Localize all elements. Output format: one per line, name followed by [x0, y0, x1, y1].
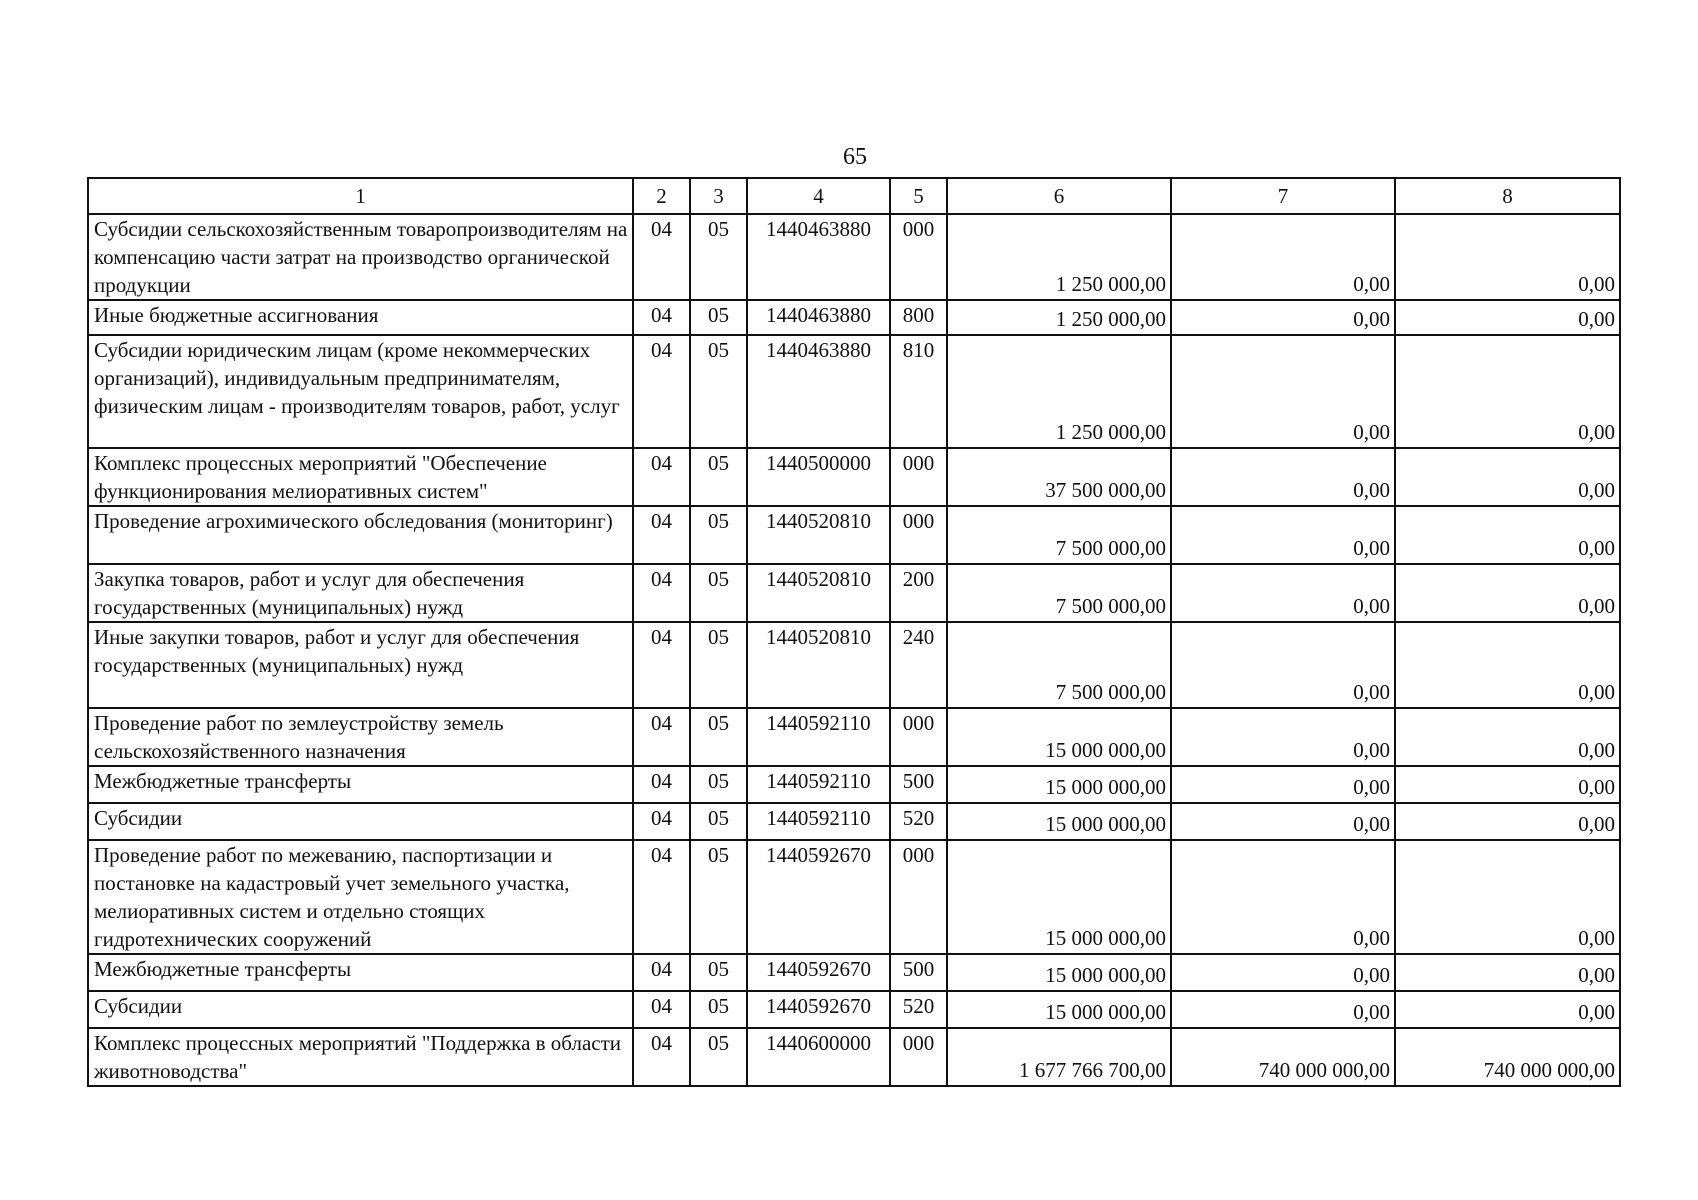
row-name: Иные закупки товаров, работ и услуг для обеспечения государственных (муниципальных) нужд — [88, 622, 633, 708]
target-article-code: 1440520810 — [747, 564, 890, 622]
section-code: 04 — [633, 840, 690, 954]
amount-col-7: 0,00 — [1171, 803, 1395, 840]
expense-type-code: 200 — [890, 564, 947, 622]
expense-type-code: 000 — [890, 840, 947, 954]
table-row — [88, 803, 1620, 840]
subsection-code: 05 — [690, 214, 747, 300]
target-article-code: 1440592110 — [747, 803, 890, 840]
subsection-code: 05 — [690, 300, 747, 335]
table-row — [88, 564, 1620, 622]
amount-col-8: 0,00 — [1395, 840, 1620, 954]
section-code: 04 — [633, 766, 690, 803]
row-name: Субсидии юридическим лицам (кроме некоммерческих организаций), индивидуальным предпринимателям, физическим лицам - производителям товаров, работ, услуг — [88, 335, 633, 448]
amount-col-6: 15 000 000,00 — [947, 840, 1171, 954]
column-number: 4 — [747, 178, 890, 214]
subsection-code: 05 — [690, 448, 747, 506]
amount-col-7: 0,00 — [1171, 766, 1395, 803]
expense-type-code: 520 — [890, 803, 947, 840]
expense-type-code: 500 — [890, 954, 947, 991]
amount-col-7: 0,00 — [1171, 335, 1395, 448]
table-row — [88, 766, 1620, 803]
section-code: 04 — [633, 448, 690, 506]
expense-type-code: 500 — [890, 766, 947, 803]
target-article-code: 1440592110 — [747, 708, 890, 766]
target-article-code: 1440592670 — [747, 840, 890, 954]
column-number: 6 — [947, 178, 1171, 214]
section-code: 04 — [633, 300, 690, 335]
amount-col-7: 0,00 — [1171, 991, 1395, 1028]
column-number: 3 — [690, 178, 747, 214]
column-number-row — [88, 178, 1620, 214]
column-number: 2 — [633, 178, 690, 214]
subsection-code: 05 — [690, 335, 747, 448]
subsection-code: 05 — [690, 1028, 747, 1086]
row-name: Межбюджетные трансферты — [88, 954, 633, 991]
amount-col-7: 0,00 — [1171, 448, 1395, 506]
page-number: 65 — [843, 144, 867, 170]
column-number: 8 — [1395, 178, 1620, 214]
amount-col-7: 0,00 — [1171, 564, 1395, 622]
row-name: Межбюджетные трансферты — [88, 766, 633, 803]
row-name: Субсидии сельскохозяйственным товаропроизводителям на компенсацию части затрат на производство органической продукции — [88, 214, 633, 300]
row-name: Комплекс процессных мероприятий "Обеспечение функционирования мелиоративных систем" — [88, 448, 633, 506]
expense-type-code: 000 — [890, 214, 947, 300]
section-code: 04 — [633, 1028, 690, 1086]
amount-col-7: 0,00 — [1171, 708, 1395, 766]
column-number: 1 — [88, 178, 633, 214]
amount-col-8: 0,00 — [1395, 708, 1620, 766]
row-name: Субсидии — [88, 803, 633, 840]
table-row — [88, 991, 1620, 1028]
row-name: Иные бюджетные ассигнования — [88, 300, 633, 335]
target-article-code: 1440463880 — [747, 300, 890, 335]
amount-col-8: 0,00 — [1395, 954, 1620, 991]
table-row — [88, 506, 1620, 564]
expense-type-code: 000 — [890, 708, 947, 766]
target-article-code: 1440592110 — [747, 766, 890, 803]
subsection-code: 05 — [690, 803, 747, 840]
amount-col-8: 0,00 — [1395, 300, 1620, 335]
table-row — [88, 300, 1620, 335]
section-code: 04 — [633, 564, 690, 622]
table-row — [88, 840, 1620, 954]
column-number: 5 — [890, 178, 947, 214]
amount-col-8: 0,00 — [1395, 766, 1620, 803]
amount-col-8: 0,00 — [1395, 214, 1620, 300]
target-article-code: 1440520810 — [747, 506, 890, 564]
section-code: 04 — [633, 991, 690, 1028]
amount-col-6: 15 000 000,00 — [947, 803, 1171, 840]
amount-col-6: 37 500 000,00 — [947, 448, 1171, 506]
expense-type-code: 000 — [890, 448, 947, 506]
target-article-code: 1440600000 — [747, 1028, 890, 1086]
expense-type-code: 240 — [890, 622, 947, 708]
row-name: Проведение агрохимического обследования (мониторинг) — [88, 506, 633, 564]
amount-col-7: 740 000 000,00 — [1171, 1028, 1395, 1086]
subsection-code: 05 — [690, 954, 747, 991]
expense-type-code: 800 — [890, 300, 947, 335]
target-article-code: 1440592670 — [747, 991, 890, 1028]
table-row — [88, 954, 1620, 991]
target-article-code: 1440463880 — [747, 214, 890, 300]
amount-col-6: 1 250 000,00 — [947, 335, 1171, 448]
amount-col-7: 0,00 — [1171, 954, 1395, 991]
amount-col-8: 0,00 — [1395, 803, 1620, 840]
amount-col-6: 15 000 000,00 — [947, 954, 1171, 991]
subsection-code: 05 — [690, 991, 747, 1028]
expense-type-code: 000 — [890, 506, 947, 564]
amount-col-7: 0,00 — [1171, 214, 1395, 300]
row-name: Закупка товаров, работ и услуг для обеспечения государственных (муниципальных) нужд — [88, 564, 633, 622]
subsection-code: 05 — [690, 708, 747, 766]
amount-col-7: 0,00 — [1171, 840, 1395, 954]
section-code: 04 — [633, 954, 690, 991]
target-article-code: 1440463880 — [747, 335, 890, 448]
amount-col-8: 0,00 — [1395, 622, 1620, 708]
amount-col-8: 0,00 — [1395, 991, 1620, 1028]
amount-col-8: 0,00 — [1395, 335, 1620, 448]
amount-col-6: 15 000 000,00 — [947, 991, 1171, 1028]
section-code: 04 — [633, 622, 690, 708]
amount-col-7: 0,00 — [1171, 300, 1395, 335]
section-code: 04 — [633, 506, 690, 564]
row-name: Проведение работ по межеванию, паспортизации и постановке на кадастровый учет земельного участка, мелиоративных систем и отдельно стоящих гидротехнических сооружений — [88, 840, 633, 954]
amount-col-7: 0,00 — [1171, 622, 1395, 708]
amount-col-7: 0,00 — [1171, 506, 1395, 564]
subsection-code: 05 — [690, 564, 747, 622]
expense-type-code: 810 — [890, 335, 947, 448]
amount-col-8: 0,00 — [1395, 448, 1620, 506]
subsection-code: 05 — [690, 506, 747, 564]
target-article-code: 1440592670 — [747, 954, 890, 991]
subsection-code: 05 — [690, 766, 747, 803]
amount-col-6: 7 500 000,00 — [947, 564, 1171, 622]
row-name: Проведение работ по землеустройству земель сельскохозяйственного назначения — [88, 708, 633, 766]
amount-col-6: 15 000 000,00 — [947, 766, 1171, 803]
subsection-code: 05 — [690, 840, 747, 954]
table-row — [88, 1028, 1620, 1086]
table-row — [88, 335, 1620, 448]
table-row — [88, 214, 1620, 300]
section-code: 04 — [633, 803, 690, 840]
row-name: Комплекс процессных мероприятий "Поддержка в области животноводства" — [88, 1028, 633, 1086]
amount-col-6: 1 250 000,00 — [947, 300, 1171, 335]
row-name: Субсидии — [88, 991, 633, 1028]
amount-col-8: 0,00 — [1395, 564, 1620, 622]
table-row — [88, 622, 1620, 708]
budget-table — [87, 177, 1621, 1087]
amount-col-6: 1 677 766 700,00 — [947, 1028, 1171, 1086]
amount-col-8: 740 000 000,00 — [1395, 1028, 1620, 1086]
amount-col-6: 1 250 000,00 — [947, 214, 1171, 300]
amount-col-6: 7 500 000,00 — [947, 506, 1171, 564]
column-number: 7 — [1171, 178, 1395, 214]
expense-type-code: 520 — [890, 991, 947, 1028]
target-article-code: 1440500000 — [747, 448, 890, 506]
amount-col-6: 15 000 000,00 — [947, 708, 1171, 766]
section-code: 04 — [633, 708, 690, 766]
expense-type-code: 000 — [890, 1028, 947, 1086]
amount-col-8: 0,00 — [1395, 506, 1620, 564]
target-article-code: 1440520810 — [747, 622, 890, 708]
section-code: 04 — [633, 335, 690, 448]
subsection-code: 05 — [690, 622, 747, 708]
table-row — [88, 448, 1620, 506]
section-code: 04 — [633, 214, 690, 300]
amount-col-6: 7 500 000,00 — [947, 622, 1171, 708]
table-row — [88, 708, 1620, 766]
